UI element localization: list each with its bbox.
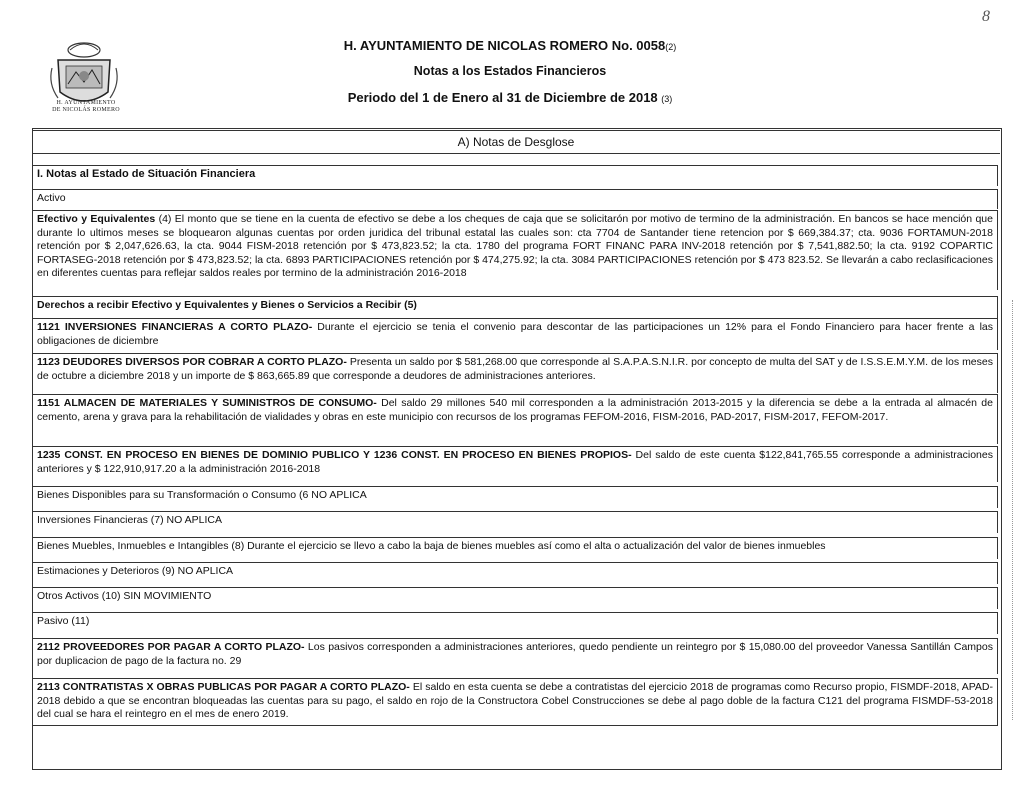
row-text: El saldo en esta cuenta se debe a contratistas del ejercicio 2018 de programas como Recurso propio, FISMDF-2018, APAD-2018 debido a que se encontran bloqueadas las cuentas para su pago, el saldo en rojo de la Constructora Cobel Construcciones se debe al pago doble de la factura C121 del programa FISMDF-53-2018 del cual se hara el reintegro en el mes de enero 2019.: [37, 681, 994, 720]
row-bienes-disponibles: Bienes Disponibles para su Transformación o Consumo (6 NO APLICA: [32, 486, 998, 508]
row-derechos-recibir: Derechos a recibir Efectivo y Equivalentes y Bienes o Servicios a Recibir (5): [32, 296, 998, 318]
row-1121-inversiones: [32, 318, 998, 350]
seal-caption-line-2: DE NICOLÁS ROMERO: [52, 107, 120, 113]
seal-caption-line-1: H. AYUNTAMIENTO: [56, 100, 116, 106]
row-lead: 1121 INVERSIONES FINANCIERAS A CORTO PLAZO-: [37, 321, 313, 333]
row-text: (4) El monto que se tiene en la cuenta de efectivo se debe a los cheques de caja que se solicitarón por motivo de termino de la administración. En bancos se hace mención que durante lo ultimos meses se bloquearon algunas cuentas por orden juridica del tribunal estatal las cuales son: cta 7704 de Santander tiene retencion por $ 669,384.37; cta. 9036 FORTAMUN-2018 retención por $ 2,047,626.63, la cta. 9044 FISM-2018 retención por $ 473,823.52; la cta. 1780 del programa FORT FINANC PARA INV-2018 retención por $ 7,541,882.50; la cta. 9192 COPARTIC FORTASEG-2018 retención por $ 473,823.52; la cta. 6893 PARTICIPACIONES retención por $ 474,275.92; la cta. 3084 PARTICIPACIONES retención por $ 473 823.52. Se llevarán a cabo reclasificaciones en diferentes cuentas para reflejar saldos reales por termino de la administración 2016-2018: [37, 213, 993, 279]
row-1123-deudores: [32, 353, 998, 393]
row-lead: 2113 CONTRATISTAS X OBRAS PUBLICAS POR PAGAR A CORTO PLAZO-: [37, 681, 410, 693]
document-period-text: Periodo del 1 de Enero al 31 de Diciembre de 2018: [347, 90, 658, 105]
row-text: Los pasivos corresponden a administraciones anteriores, quedo pendiente un reintegro por $ 15,080.00 del proveedor Vanessa Santillán Campos por duplicacion de pago de la factura no. 29: [37, 641, 993, 667]
row-inversiones-financieras: Inversiones Financieras (7) NO APLICA: [32, 511, 998, 533]
row-lead: 2112 PROVEEDORES POR PAGAR A CORTO PLAZO-: [37, 641, 305, 653]
document-title: [300, 38, 720, 53]
title-footnote: (2): [665, 42, 677, 52]
seal-caption: [40, 100, 132, 114]
row-efectivo-equivalentes: [32, 210, 998, 290]
row-lead: 1151 ALMACEN DE MATERIALES Y SUMINISTROS DE CONSUMO-: [37, 397, 377, 409]
row-2113-contratistas: [32, 678, 998, 726]
row-text: Presenta un saldo por $ 581,268.00 que corresponde al S.A.P.A.S.N.I.R. por concepto de multa del SAT y de I.S.S.E.M.Y.M. de los meses de octubre a diciembre 2018 y un importe de $ 863,665.89 que corresponde a deudores de administraciones anteriores.: [37, 356, 993, 382]
row-estimaciones: Estimaciones y Deterioros (9) NO APLICA: [32, 562, 998, 584]
row-text: Del saldo 29 millones 540 mil corresponden a la administración 2013-2015 y la diferencia se debe a la entrada al almacén de cemento, arena y grava para la rehabilitación de vialidades y obras en este municipio con recursos de los programas FEFOM-2016, FISM-2016, PAD-2017, FISM-2017, FEFOM-2017.: [37, 397, 993, 423]
row-lead: Efectivo y Equivalentes: [37, 213, 156, 225]
document-title-text: H. AYUNTAMIENTO DE NICOLAS ROMERO No. 0058: [343, 38, 666, 53]
row-2112-proveedores: [32, 638, 998, 674]
period-footnote: (3): [661, 94, 673, 104]
row-text: Del saldo de este cuenta $122,841,765.55 corresponde a administraciones anteriores y $ 122,910,917.20 a la administración 2016-2018: [37, 449, 993, 475]
row-pasivo: Pasivo (11): [32, 612, 998, 634]
document-period: [300, 90, 720, 105]
row-lead: 1123 DEUDORES DIVERSOS POR COBRAR A CORTO PLAZO-: [37, 356, 347, 368]
row-text: Durante el ejercicio se tenia el convenio para descontar de las participaciones un 12% para el Fondo Financiero para hacer frente a las obligaciones de diciembre: [37, 321, 993, 347]
corner-handwritten-mark: 8: [982, 8, 990, 25]
row-1235-const-proceso: [32, 446, 998, 482]
section-a-heading: A) Notas de Desglose: [32, 130, 1000, 154]
section-title-situacion-financiera: I. Notas al Estado de Situación Financiera: [32, 165, 998, 186]
scan-edge-marks: [1012, 300, 1019, 720]
row-1151-almacen: [32, 394, 998, 444]
row-otros-activos: Otros Activos (10) SIN MOVIMIENTO: [32, 587, 998, 609]
row-activo: Activo: [32, 189, 998, 209]
row-bienes-muebles: Bienes Muebles, Inmuebles e Intangibles (8) Durante el ejercicio se llevo a cabo la baja de bienes muebles así como el alta o actualización del valor de bienes inmuebles: [32, 537, 998, 559]
row-lead: 1235 CONST. EN PROCESO EN BIENES DE DOMINIO PUBLICO Y 1236 CONST. EN PROCESO EN BIENES PROPIOS-: [37, 449, 632, 461]
document-subtitle: Notas a los Estados Financieros: [413, 64, 607, 78]
